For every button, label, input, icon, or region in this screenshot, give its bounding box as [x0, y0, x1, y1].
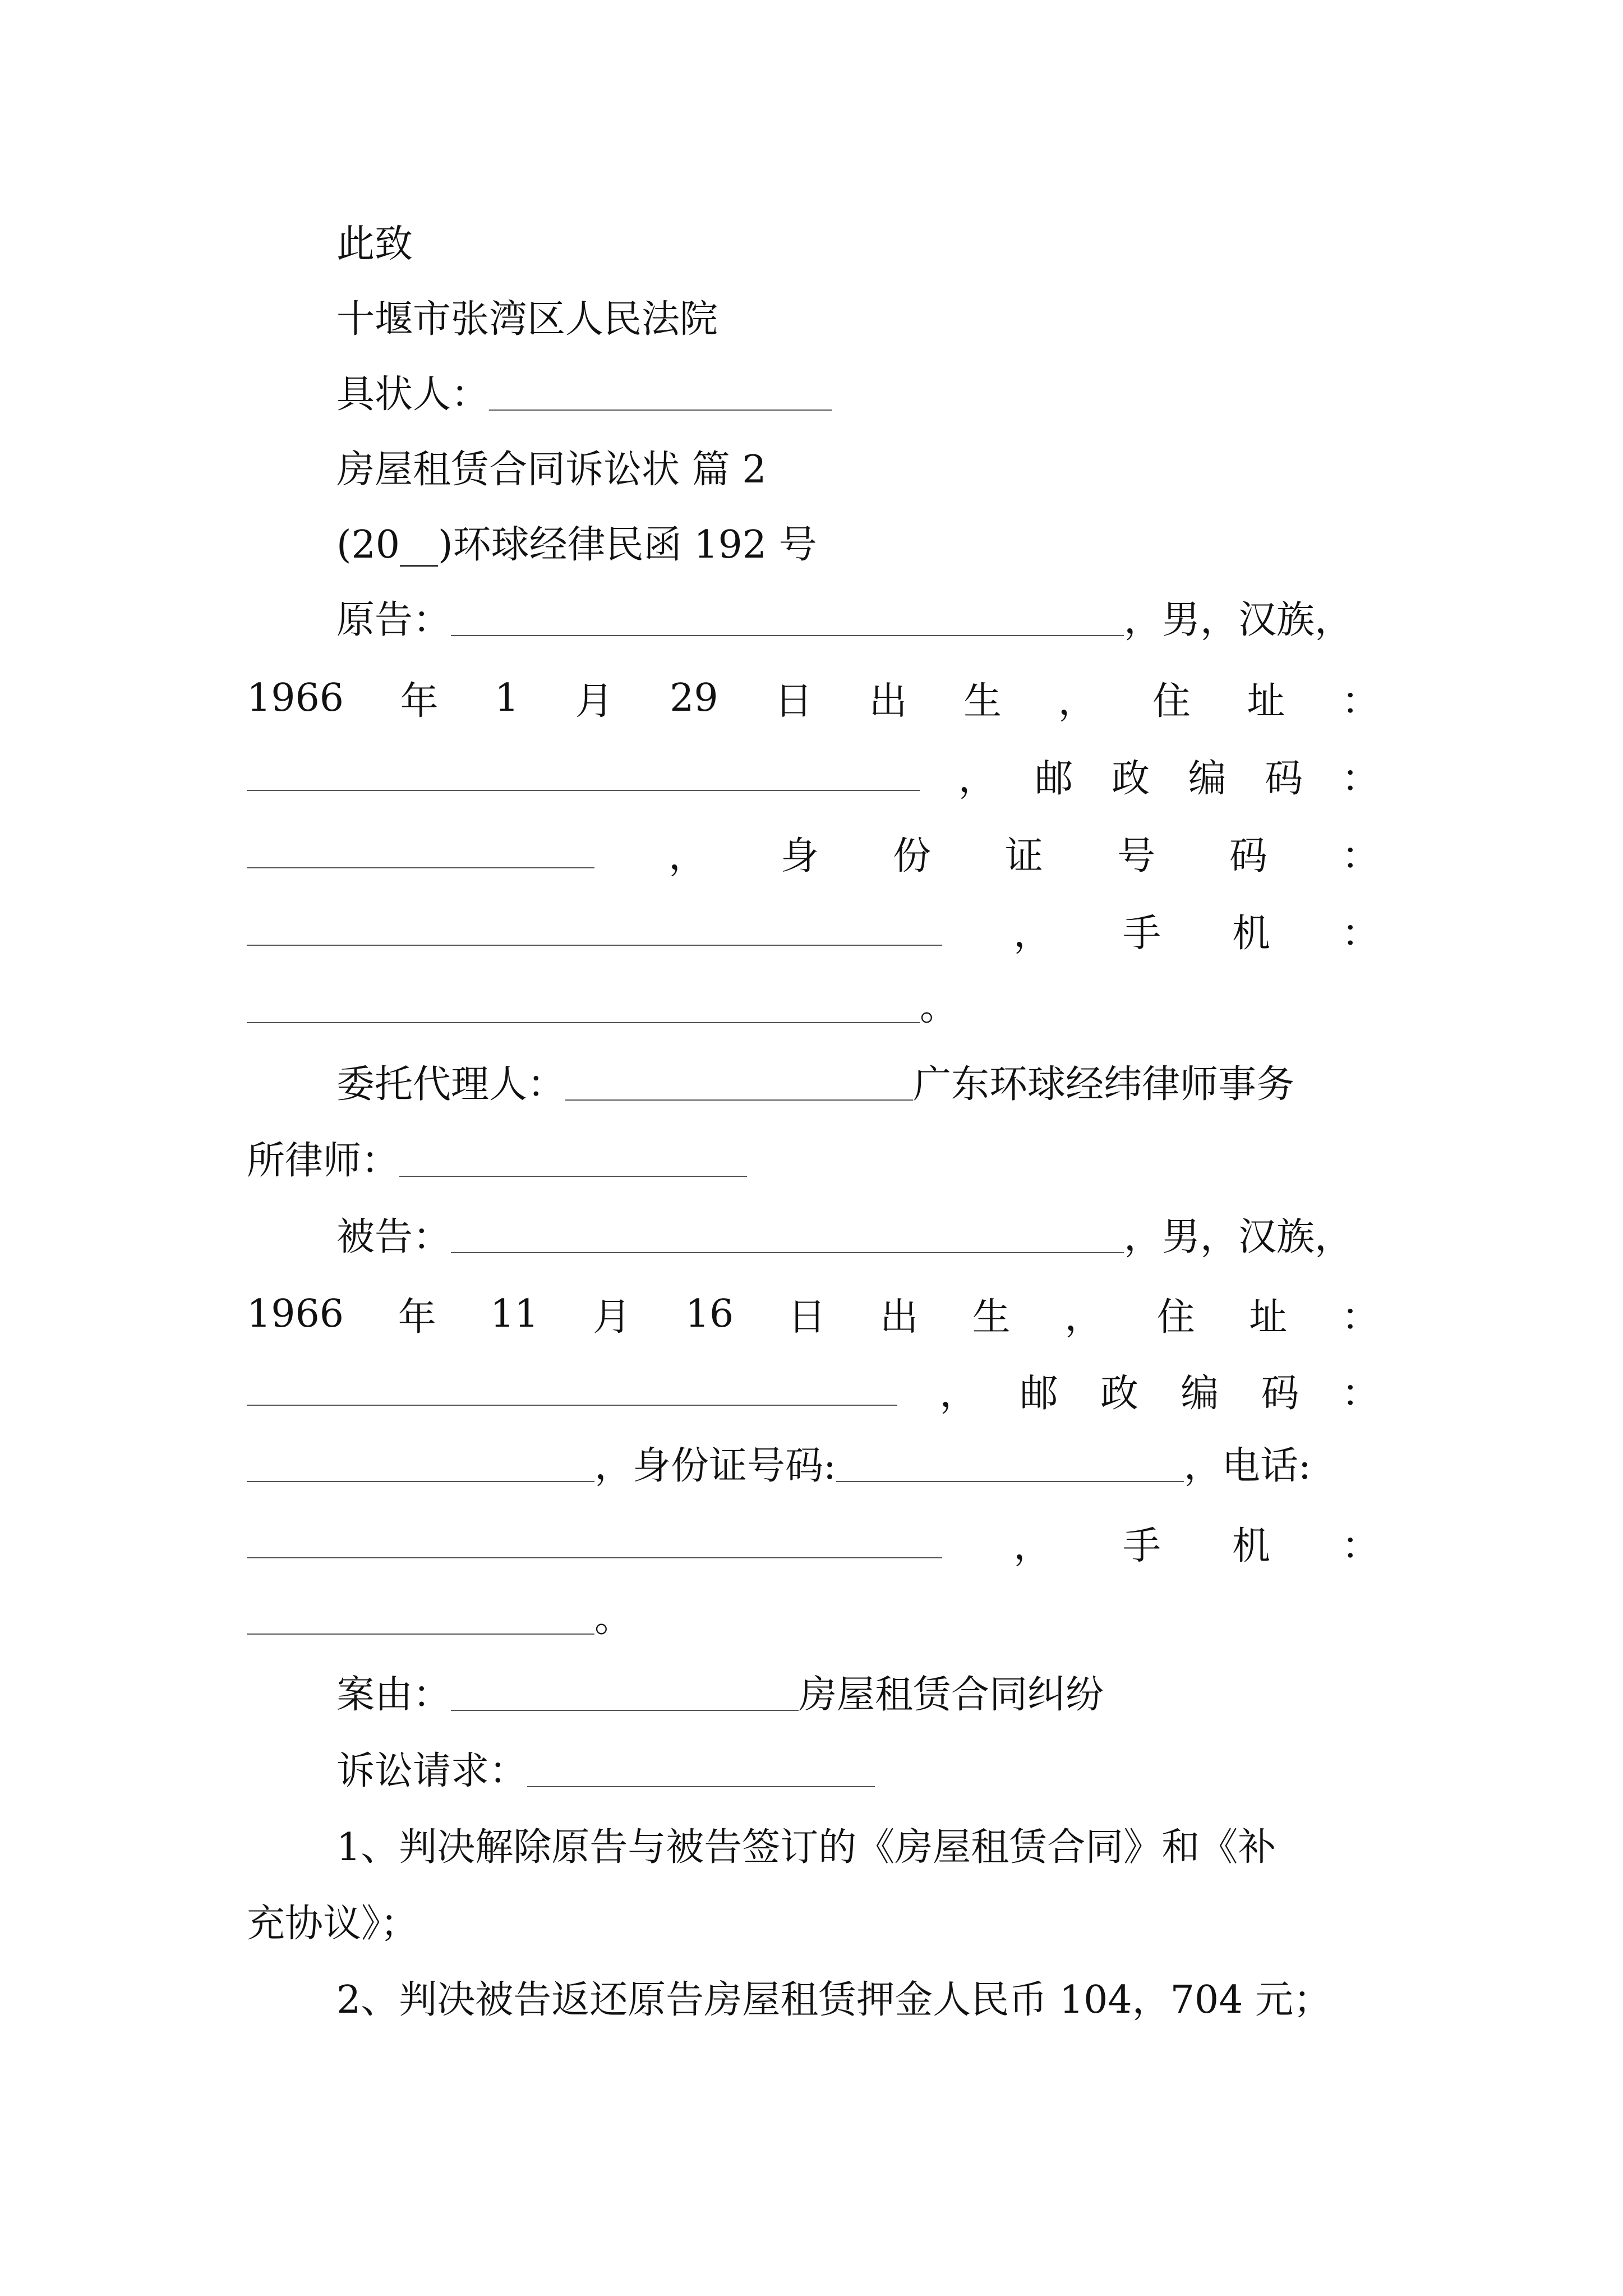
- defendant-id-blank[interactable]: [836, 1438, 1184, 1494]
- defendant-id-line: [247, 1438, 1311, 1494]
- period: 。: [594, 1596, 633, 1641]
- defendant-tel-blank[interactable]: [247, 1515, 942, 1571]
- defendant-birth-line: [247, 1286, 1380, 1342]
- claim-1-cont: 充协议》；: [247, 1902, 419, 1946]
- agent-blank[interactable]: [565, 1057, 913, 1113]
- d-birth-10: 址: [1249, 1295, 1288, 1340]
- agent-line2-label: 所律师：: [247, 1139, 400, 1183]
- d-phone-0: ，: [1013, 1524, 1052, 1568]
- d-birth-8: ，: [1064, 1295, 1103, 1340]
- plaintiff-phone-line: [247, 902, 1380, 958]
- d-phone-1: 手: [1122, 1524, 1161, 1568]
- p-phone-1: 手: [1122, 911, 1161, 956]
- p-birth-7: 生: [963, 679, 1002, 724]
- defendant-id-label: ，身份证号码:: [594, 1444, 836, 1488]
- d-birth-7: 生: [972, 1295, 1011, 1340]
- p-id-0: ，: [668, 834, 707, 878]
- defendant-mobile-blank[interactable]: [247, 1591, 594, 1647]
- document-number: (20__)环球经律民函 192 号: [336, 523, 817, 567]
- agent-suffix: 广东环球经纬律师事务: [913, 1062, 1295, 1107]
- d-birth-6: 出: [880, 1295, 919, 1340]
- p-id-2: 份: [892, 834, 931, 878]
- p-birth-1: 年: [400, 679, 439, 724]
- defendant-suffix: ，男，汉族，: [1124, 1215, 1353, 1259]
- p-phone-2: 机: [1232, 911, 1270, 956]
- p-birth-6: 出: [869, 679, 907, 724]
- plaintiff-birth-line: [247, 670, 1380, 726]
- p-id-1: 身: [780, 834, 819, 878]
- d-postal-5: ：: [1341, 1371, 1380, 1416]
- d-phone-2: 机: [1232, 1524, 1270, 1568]
- cause-line: [336, 1667, 1104, 1723]
- court-name: 十堰市张湾区人民法院: [336, 297, 718, 342]
- p-birth-8: ，: [1058, 679, 1096, 724]
- signer-label: 具状人：: [336, 372, 490, 417]
- p-birth-0: 1966: [247, 675, 344, 720]
- plaintiff-mobile-line: [247, 979, 958, 1036]
- agent-line-2: [247, 1133, 747, 1189]
- p-id-3: 证: [1004, 834, 1043, 878]
- p-id-5: 码: [1229, 834, 1267, 878]
- p-id-4: 号: [1117, 834, 1155, 878]
- agent-lawyer-blank[interactable]: [399, 1133, 747, 1189]
- p-phone-0: ，: [1013, 911, 1052, 956]
- plaintiff-line: [336, 592, 1353, 648]
- defendant-address-blank[interactable]: [247, 1362, 897, 1418]
- d-birth-2: 11: [490, 1291, 539, 1336]
- plaintiff-suffix: ，男，汉族，: [1124, 598, 1353, 642]
- d-postal-2: 政: [1100, 1371, 1138, 1416]
- agent-line: [336, 1057, 1294, 1113]
- d-birth-9: 住: [1156, 1295, 1195, 1340]
- closing-salutation: 此致: [336, 222, 413, 266]
- plaintiff-id-line: [247, 825, 1380, 881]
- defendant-line: [336, 1209, 1353, 1266]
- p-postal-0: ，: [958, 756, 997, 801]
- signer-blank[interactable]: [489, 367, 832, 423]
- p-postal-1: 邮: [1035, 756, 1073, 801]
- defendant-postal-line: [247, 1362, 1380, 1418]
- d-postal-4: 码: [1261, 1371, 1299, 1416]
- defendant-tel-label: ，电话:: [1183, 1444, 1311, 1488]
- agent-label: 委托代理人：: [336, 1062, 566, 1107]
- claim-2: 2、判决被告返还原告房屋租赁押金人民币 104，704 元；: [336, 1978, 1332, 2022]
- claims-blank[interactable]: [527, 1743, 875, 1800]
- claims-label: 诉讼请求：: [336, 1749, 528, 1793]
- plaintiff-mobile-blank[interactable]: [247, 979, 920, 1036]
- p-birth-10: 址: [1247, 679, 1285, 724]
- p-postal-5: ：: [1341, 756, 1380, 801]
- cause-suffix: 房屋租赁合同纠纷: [799, 1673, 1104, 1717]
- period: 。: [920, 985, 958, 1029]
- plaintiff-postal-line: [247, 747, 1380, 803]
- p-postal-3: 编: [1188, 756, 1227, 801]
- defendant-mobile-line: [247, 1591, 633, 1647]
- d-birth-1: 年: [398, 1295, 436, 1340]
- d-birth-4: 16: [685, 1291, 734, 1336]
- p-phone-3: ：: [1341, 911, 1380, 956]
- defendant-name-blank[interactable]: [451, 1209, 1124, 1266]
- p-birth-2: 1: [494, 675, 519, 720]
- d-postal-0: ，: [939, 1371, 978, 1416]
- d-phone-3: ：: [1341, 1524, 1380, 1568]
- d-postal-1: 邮: [1020, 1371, 1058, 1416]
- p-birth-4: 29: [670, 675, 718, 720]
- plaintiff-postal-blank[interactable]: [247, 825, 594, 881]
- d-birth-0: 1966: [247, 1291, 344, 1336]
- d-postal-3: 编: [1181, 1371, 1219, 1416]
- signer-line: [336, 367, 832, 423]
- cause-blank[interactable]: [451, 1667, 799, 1723]
- p-birth-9: 住: [1152, 679, 1191, 724]
- section-title: 房屋租赁合同诉讼状 篇 2: [336, 448, 767, 492]
- d-birth-3: 月: [593, 1295, 631, 1340]
- plaintiff-label: 原告：: [336, 598, 451, 642]
- p-birth-11: ：: [1341, 679, 1380, 724]
- d-birth-5: 日: [787, 1295, 826, 1340]
- p-id-6: ：: [1341, 834, 1380, 878]
- p-postal-2: 政: [1111, 756, 1150, 801]
- claim-1: 1、判决解除原告与被告签订的《房屋租赁合同》和《补: [336, 1825, 1276, 1870]
- p-postal-4: 码: [1265, 756, 1303, 801]
- defendant-label: 被告：: [336, 1215, 451, 1259]
- defendant-phone-line: [247, 1515, 1380, 1571]
- defendant-postal-blank[interactable]: [247, 1438, 594, 1494]
- plaintiff-name-blank[interactable]: [451, 592, 1124, 648]
- p-birth-5: 日: [774, 679, 813, 724]
- p-birth-3: 月: [575, 679, 614, 724]
- plaintiff-address-blank[interactable]: [247, 747, 920, 803]
- cause-label: 案由：: [336, 1673, 451, 1717]
- d-birth-11: ：: [1341, 1295, 1380, 1340]
- claims-line: [336, 1743, 875, 1800]
- plaintiff-id-blank[interactable]: [247, 902, 942, 958]
